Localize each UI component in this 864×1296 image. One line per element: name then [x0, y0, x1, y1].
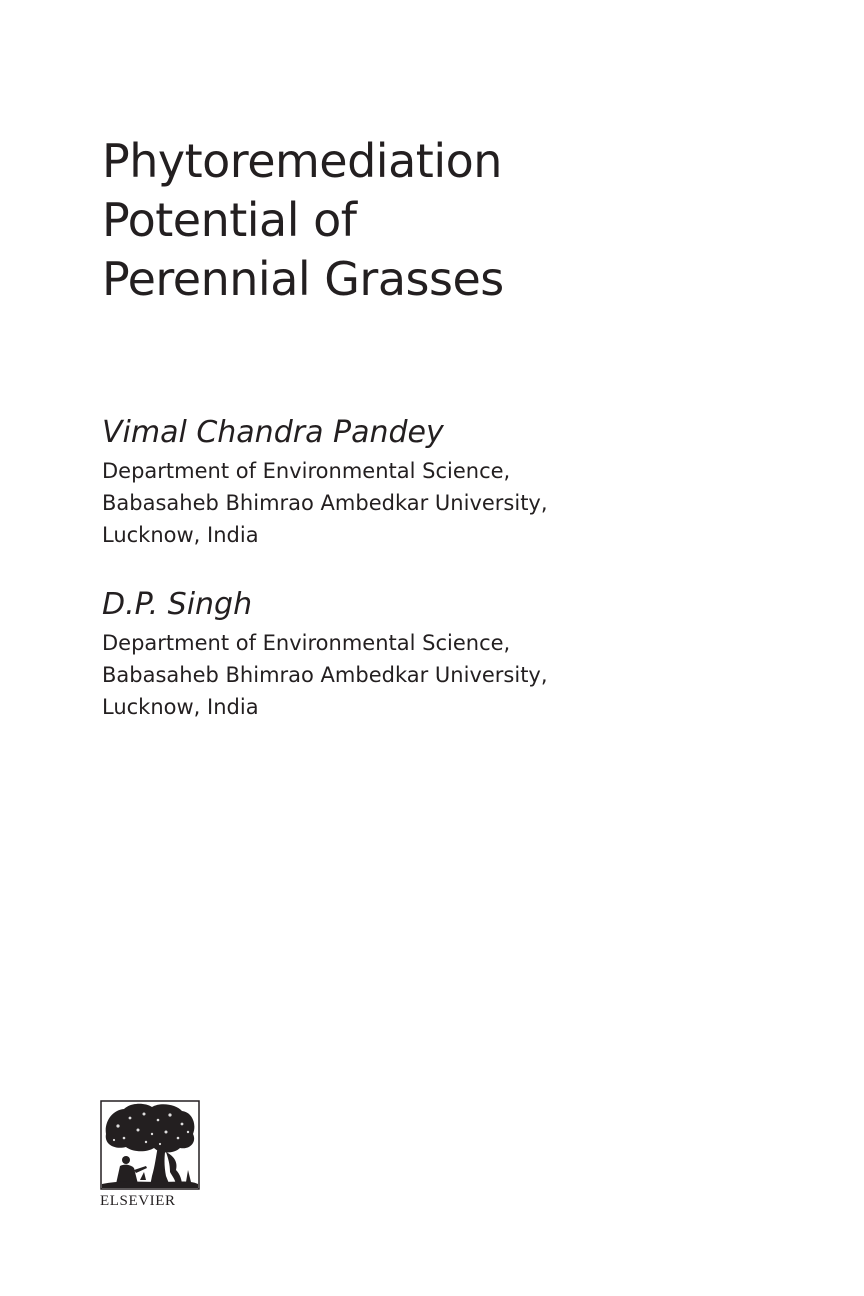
book-title — [102, 132, 782, 309]
author-1-affiliation-line-3: Lucknow, India — [102, 523, 259, 547]
author-1-affiliation-line-2: Babasaheb Bhimrao Ambedkar University, — [102, 491, 548, 515]
title-line-2: Potential of — [102, 193, 357, 247]
publisher-logo — [100, 1100, 204, 1210]
title-line-3: Perennial Grasses — [102, 252, 504, 306]
publisher-name: ELSEVIER — [100, 1193, 176, 1209]
author-block-1 — [102, 413, 742, 551]
author-2-affiliation-line-2: Babasaheb Bhimrao Ambedkar University, — [102, 663, 548, 687]
author-1-affiliation-line-1: Department of Environmental Science, — [102, 459, 511, 483]
author-2-affiliation-line-1: Department of Environmental Science, — [102, 631, 511, 655]
author-name-2: D.P. Singh — [102, 587, 253, 622]
author-2-affiliation-line-3: Lucknow, India — [102, 695, 259, 719]
author-block-2 — [102, 585, 742, 723]
title-line-1: Phytoremediation — [102, 134, 502, 188]
author-name-1: Vimal Chandra Pandey — [102, 415, 444, 450]
elsevier-tree-icon — [100, 1100, 204, 1190]
